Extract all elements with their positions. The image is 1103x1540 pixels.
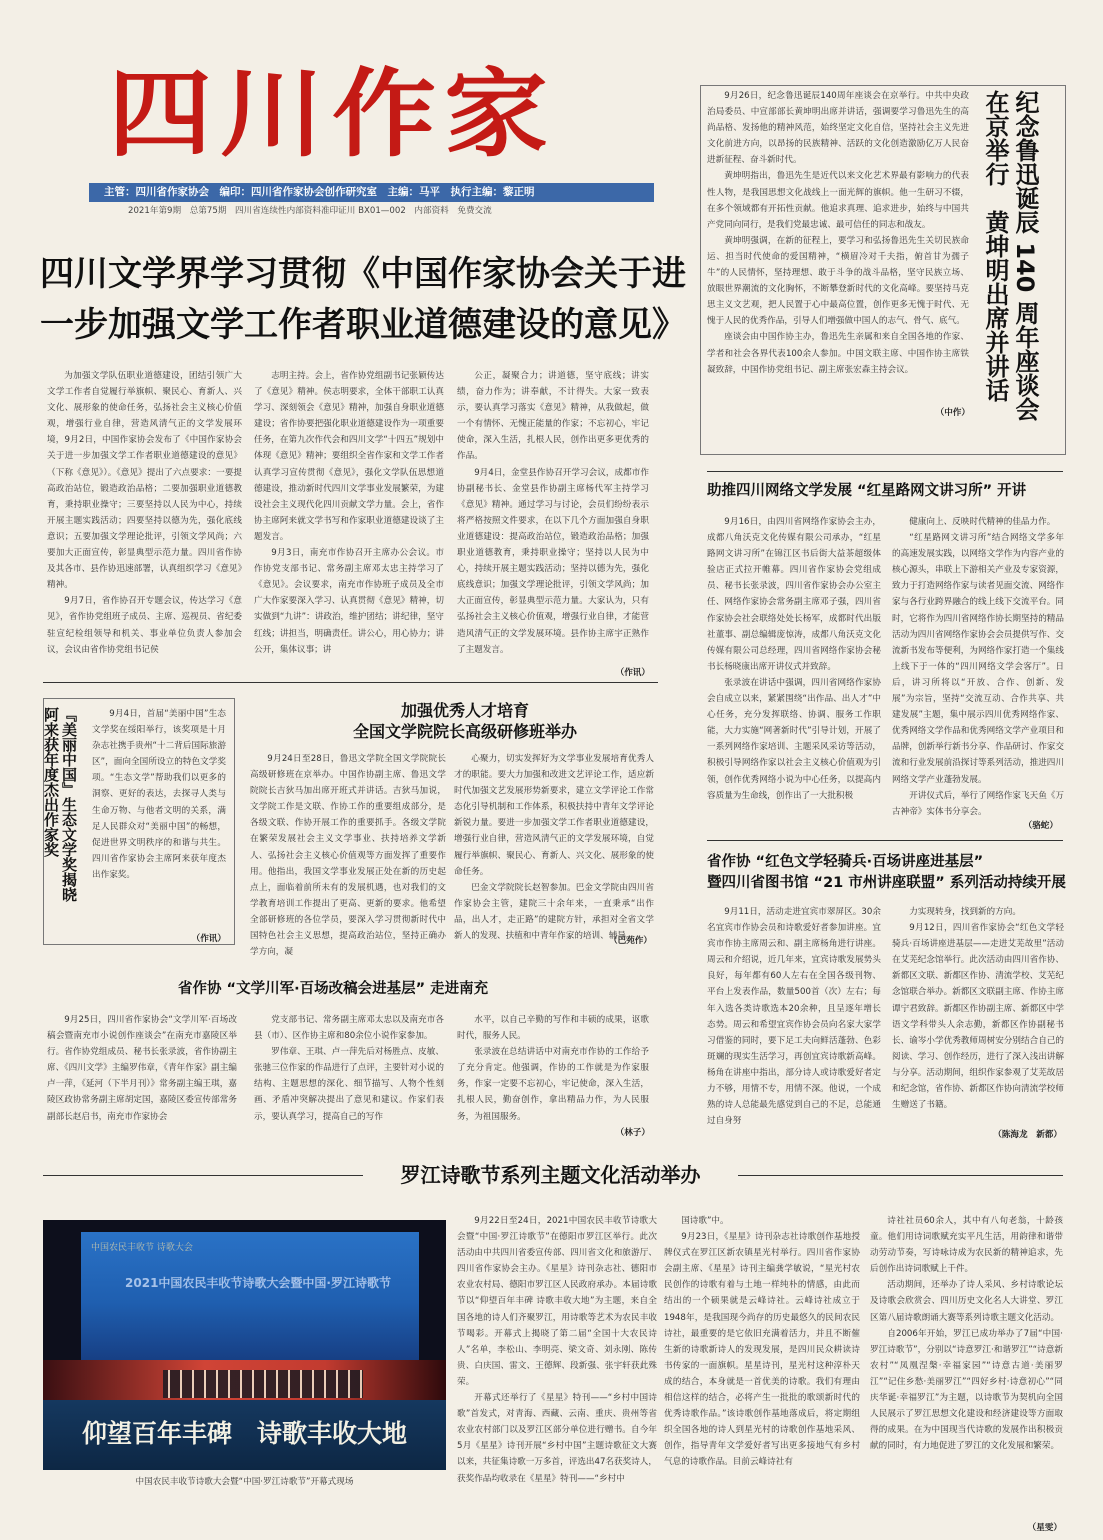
redstar-paragraph: 张录波在讲话中强调，四川省网络作家协会自成立以来，紧紧围绕“出作品、出人才”中心任务，充分发挥联络、协调、服务工作职能，大力实施“网著新时代”引导计划，开展了一系列网络作家培训、主题采风采访等活动，积极引导网络作家以社会主义核心价值观为引领，创作优秀网络小说为中心任务，以提高内容质量为生命线，创作出了一大批积极: [707, 677, 881, 801]
lead-paragraph: 9月7日，省作协召开专题会议，传达学习《意见》，省作协党组班子成员、主席、巡视员、省纪委驻宣纪检组领导和机关、事业单位负责人参加会议，会议由省作协党组书记侯: [47, 596, 242, 655]
talent-paragraph: 心聚力，切实发挥好为文学事业发展培育优秀人才的职能。要大力加强和改进文艺评论工作，适应新时代加强文艺发展形势新要求，建立文学评论工作常态化引导机制和工作体系，积极扶持中青年文学评论新锐力量。要进一步加强文学工作者职业道德建设，增强行业自律，营造风清气正的文学发展环境，自觉履行举旗帜、聚民心、育新人、兴文化、展形象的使命任务。: [454, 754, 654, 877]
lead-title-line2: 一步加强文学工作者职业道德建设的意见》: [40, 305, 686, 345]
divider-luojiang-left: [43, 1175, 363, 1176]
library-paragraph: 力实现转身，找到新的方向。: [909, 907, 1021, 917]
library-byline: （陈海龙 新都）: [993, 1130, 1062, 1140]
redstar-paragraph: 健康向上、反映时代精神的佳品力作。: [909, 517, 1056, 527]
nanchong-col-2: [254, 1012, 444, 1142]
luojiang-paragraph: 自2006年开始，罗江已成功举办了7届“中国·罗江诗歌节”，分别以“诗意罗江·和谐罗江”“诗意新农村”“凤凰涅槃·幸福家园”“诗意古道·美丽罗江”“记住乡愁·美丽罗江”“四好乡村·诗意初心”“同庆华诞·幸福罗江”为主题，以诗歌节为契机向全国人民展示了罗江思想文化建设和经济建设等方面取得的成果。在为中国现当代诗歌的发展作出积极贡献的同时，有力地促进了罗江的文化发展和繁荣。: [870, 1328, 1063, 1452]
library-col-1: [707, 904, 881, 1144]
award-title-col1: 阿来获年度杰出作家奖: [42, 707, 60, 857]
nanchong-paragraph: 9月25日，四川省作家协会“文学川军·百场改稿会暨南充市小说创作座谈会”在南充市嘉陵区举行。省作协党组成员、秘书长张录波，省作协副主席、《四川文学》主编罗伟章，《青年作家》副主编卢一萍，《延河（下半月刊）》常务副主编王琪，嘉陵区政协常务副主席胡定国，嘉陵区委宣传部常务副部长赵启书，南充市作家协会: [47, 1015, 237, 1122]
memorial-paragraph: 9月26日，纪念鲁迅诞辰140周年座谈会在京举行。中共中央政治局委员、中宣部部长黄坤明出席并讲话，强调要学习鲁迅先生的高尚品格、发扬他的精神风范，始终坚定文化自信，坚持社会主义先进文化前进方向，以昂扬的民族精神、活跃的文化创造激励亿万人民奋进新征程、奋斗新时代。: [707, 91, 969, 166]
luojiang-title: 罗江诗歌节系列主题文化活动举办: [400, 1163, 701, 1187]
award-text: [92, 706, 226, 930]
talent-paragraph: 巴金文学院院长赵智参加。巴金文学院由四川省作家协会主管，建院三十余年来，一直秉承“出作品，出人才，走正路”的建院方针，承担对全省文学新人的发现、扶植和中青年作家的培训、辅导。: [454, 882, 654, 942]
talent-title1: 加强优秀人才培育: [400, 701, 529, 720]
nanchong-paragraph: 张录波在总结讲话中对南充市作协的工作给予了充分肯定。他强调，作协的工作就是为作家服务，作家一定要不忘初心，牢记使命，深入生活，扎根人民，勤奋创作，拿出精品力作，为人民服务，为祖国服务。: [457, 1047, 649, 1122]
luojiang-photo-caption: 中国农民丰收节诗歌大会暨“中国·罗江诗歌节”开幕式现场: [135, 1477, 354, 1487]
luojiang-byline: （星雯）: [1027, 1523, 1062, 1533]
memorial-title-col2: 在京举行 黄坤明出席并讲话: [981, 90, 1009, 402]
masthead-logo: [108, 55, 578, 173]
photo-banner-text: 仰望百年丰碑 诗歌丰收大地: [81, 1419, 407, 1448]
redstar-paragraph: 9月16日，由四川省网络作家协会主办，成都八角沃克文化传媒有限公司承办，“红星路网文讲习所”在锦江区书后街大益茶超级体验店正式拉开帷幕。四川省作家协会党组成员、秘书长张录波，四川省作家协会办公室主任、网络作家协会常务副主席邓子强，四川省作家协会社会联络处处长杨军，成都时代出版社董事、副总编辑庞惊涛，成都八角沃克文化传媒有限公司总经理，四川省网络作家协会秘书长杨晓康出席开讲仪式并致辞。: [707, 517, 881, 672]
award-paragraph: 9月4日，首届“美丽中国”生态文学奖在绥阳举行，该奖项是十月杂志社携手贵州“十二背后国际旅游区”，面向全国所设立的特色文学奖项。“生态文学”帮助我们以更多的洞察、更好的表达，去探寻人类与生命万物、与他者文明的关系，满足人民群众对“美丽中国”的畅想，促进世界文明秩序的和谐与共生。四川省作家协会主席阿来获年度杰出作家奖。: [92, 709, 226, 880]
lead-paragraph: 9月3日，南充市作协召开主席办公会议。市作协党支部书记、常务副主席邓太忠主持学习了《意见》。会议要求，南充市作协班子成员及全市广大作家要深入学习、认真贯彻《意见》精神，切实做到“九讲”：讲政治，维护团结；讲纪律，坚守红线；讲担当，明确责任。讲公心，用心协力；讲公开，集体议事；讲: [254, 548, 444, 655]
luojiang-paragraph: 诗社社员60余人，其中有八旬老翁，十龄孩童。他们用诗词歌赋充实平凡生活，用韵律和谐带动劳动节奏，写诗咏诗成为农民新的精神追求，先后创作出诗词歌赋上千件。: [870, 1216, 1063, 1275]
luojiang-paragraph: 开幕式还举行了《星星》特刊——“乡村中国诗歌”首发式，对青海、西藏、云南、重庆、贵州等省农业农村部门以及罗江区部分单位进行赠书。自今年5月《星星》诗刊开展“乡村中国”主题诗歌征文大赛以来，共征集诗歌一万多首，评选出47名获奖诗人，获奖作品均收录在《星星》特刊——“乡村中: [457, 1393, 657, 1484]
redstar-paragraph: 开讲仪式后，举行了网络作家飞天鱼《万古神帝》实体书分享会。: [892, 790, 1064, 817]
nanchong-paragraph: 水平，以自己辛勤的写作和丰硕的成果，讴歌时代，服务人民。: [457, 1015, 649, 1042]
lead-col-3: [457, 368, 649, 662]
lead-title-line1: 四川文学界学习贯彻《中国作家协会关于进: [40, 254, 686, 294]
divider-lead: [43, 682, 658, 683]
luojiang-paragraph: 9月22日至24日，2021中国农民丰收节诗歌大会暨“中国·罗江诗歌节”在德阳市罗江区举行。此次活动由中共四川省委宣传部、四川省文化和旅游厅、四川省作家协会主办。《星星》诗刊杂志社、德阳市农业农村局、德阳市罗江区人民政府承办。本届诗歌节以“仰望百年丰碑 诗歌丰收大地”为主题，来自全国各地的诗人们齐聚罗江，用诗歌等艺术为农民丰收节喝彩。开幕式上揭晓了第二届“全国十大农民诗人”名单，李松山、李明亮、梁文奇、刘永刚、陈传贵、白庆国、雷文、王德辉、段新强、张宇轩获此殊荣。: [457, 1216, 657, 1387]
redstar-col-2: [892, 514, 1064, 834]
luojiang-photo: [43, 1220, 446, 1470]
nanchong-paragraph: 党支部书记、常务副主席邓太忠以及南充市各县（市）、区作协主席和80余位小说作家参加。: [254, 1015, 444, 1042]
lead-paragraph: 公正，凝聚合力；讲道德，坚守底线；讲实绩，奋力作为；讲奉献，不计得失。大家一致表示，要认真学习落实《意见》精神，从我做起，做一个有情怀、无愧正能量的作家；不忘初心，牢记使命，深入生活，扎根人民，创作出更多更优秀的作品。: [457, 371, 649, 462]
library-paragraph: 9月12日，四川省作家协会“红色文学轻骑兵·百场讲座进基层——走进艾芜故里”活动在艾芜纪念馆举行。此次活动由四川省作协、新都区文联、新都区作协、清流学校、艾芜纪念馆联合举办。新都区文联副主席、作协主席谭宁君致辞。新都区作协副主席、新都区中学语文学科带头人余志勤，新都区作协副秘书长、谕岑小学优秀教师周树安分别结合自己的阅读、学习、创作经历，进行了深入浅出讲解与分享。活动期间，组织作家参观了艾芜故居和纪念馆，省作协、新都区作协向清流学校师生赠送了书籍。: [892, 923, 1064, 1111]
lead-paragraph: 9月4日，金堂县作协召开学习会议，成都市作协副秘书长、金堂县作协副主席杨代军主持学习《意见》精神。通过学习与讨论，会员们纷纷表示将严格按照文件要求，在以下几个方面加强自身职业道德建设：提高政治站位，锻造政治品格；加强职业道德教育，秉持职业操守；坚持以人民为中心，持续开展主题实践活动；坚持以德为先，强化底线意识；加强文学理论批评，引领文学风尚；加大正面宣传，彰显典型示范力量。大家认为，只有弘扬社会主义核心价值观，增强行业自律，才能营造风清气正的文学发展环境。县作协主席宇正熟作了主题发言。: [457, 467, 649, 655]
divider-library: [707, 840, 1063, 841]
redstar-title: 助推四川网络文学发展 “红星路网文讲习所” 开讲: [707, 483, 1027, 499]
memorial-paragraph: 黄坤明指出，鲁迅先生是近代以来文化艺术界最有影响力的代表性人物，是我国思想文化战线上一面光辉的旗帜。他一生研习不辍，在多个领域都有开拓性贡献。他追求真理、追求进步，始终与中国共产党同向同行，是我们党最忠诚、最可信任的同志和战友。: [707, 171, 969, 230]
nanchong-byline: （林子）: [615, 1128, 650, 1138]
library-col-2: [892, 904, 1064, 1128]
divider-luojiang-right: [738, 1175, 1063, 1176]
lead-paragraph: 为加强文学队伍职业道德建设，团结引领广大文学工作者自觉履行举旗帜、聚民心、育新人、兴文化、展形象的使命任务，弘扬社会主义核心价值观，增强行业自律，营造风清气正的文学发展环境，9月2日，中国作家协会发布了《中国作家协会关于进一步加强文学工作者职业道德建设的意见》（下称《意见》）。《意见》提出了六点要求：一要提高政治站位，锻造政治品格；二要加强职业道德教育，秉持职业操守；三要坚持以人民为中心，持续开展主题实践活动；四要坚持以德为先，强化底线意识；五要加强文学理论批评，引领文学风尚；六要加大正面宣传，彰显典型示范力量。四川省作协及其各市、县作协迅速部署，认真组织学习《意见》精神。: [47, 371, 242, 591]
memorial-paragraph: 黄坤明强调，在新的征程上，要学习和弘扬鲁迅先生关切民族命运、担当时代使命的爱国精神，“横眉冷对千夫指，俯首甘为孺子牛”的人民情怀，坚持理想、敢于斗争的战斗品格，坚守民族立场、放眼世界潮流的文化胸怀，不断攀登新时代的文化高峰。要坚持马克思主义文艺观，把人民置于心中最高位置，创作更多无愧于时代、无愧于人民的优秀作品，引导人们增强做中国人的志气、骨气、底气。: [707, 235, 969, 327]
memorial-title-col1: 纪念鲁迅诞辰 140 周年座谈会: [1011, 90, 1039, 421]
lead-col-2: [254, 368, 444, 662]
nanchong-col-3: [457, 1012, 649, 1126]
memorial-paragraph: 座谈会由中国作协主办，鲁迅先生亲属和来自全国各地的作家、学者和社会各界代表100余人参加。中国文联主席、中国作协主席铁凝致辞，中国作协党组书记、副主席张宏森主持会议。: [707, 332, 969, 375]
photo-crowd: [163, 1370, 363, 1398]
luojiang-col-2: [664, 1213, 860, 1537]
luojiang-col-3: [870, 1213, 1063, 1521]
lead-col-1: [47, 368, 242, 662]
photo-screen-side: 中国农民丰收节 诗歌大会: [91, 1243, 193, 1253]
redstar-byline: （骆蛇）: [1023, 821, 1058, 831]
memorial-byline: （中作）: [935, 408, 970, 418]
divider-redstar: [707, 471, 1063, 472]
award-byline: （作讯）: [191, 934, 226, 944]
talent-paragraph: 9月24日至28日，鲁迅文学院全国文学院院长高级研修班在京举办。中国作协副主席、鲁迅文学院院长吉狄马加出席开班式并讲话。吉狄马加说，文学院工作是文联、作协工作的重要组成部分，是各级文联、作协开展工作的重要抓手。各级文学院在繁荣发展社会主义文学事业、扶持培养文学新人、弘扬社会主义核心价值观等方面发挥了重要作用。他指出，我国文学事业发展正处在新的历史起点上，面临着前所未有的发展机遇，也对我们的文学教育培训工作提出了更高、更新的要求。他希望全部研修班的各位学员，要深入学习贯彻新时代中国特色社会主义思想，提高政治站位，坚持正确办学方向，凝: [250, 754, 446, 958]
redstar-paragraph: “红星路网文讲习所”结合网络文学多年的高速发展实践，以网络文学作为内容产业的核心源头，串联上下游相关产业及专家资源，致力于打造网络作家与读者见面交流、网络作家与各行业跨界融合的线上线下交流平台。同时，它将作为四川省网络作协长期坚持的精品活动为四川省网络作家协会会员提供写作、交流新书发布等便利，为网络作家打造一个集线上线下于一体的“四川网络文学会客厅”。日后，讲习所将以“开放、合作、创新、发展”为宗旨，坚持“交流互动、合作共享、共建发展”主题，集中展示四川优秀网络作家、优秀网络文学作品和优秀网络文学产业项目和品牌，创新举行新书分享、作品研讨、作家交流和行业发展前沿探讨等系列活动，推进四川网络文学产业蓬勃发展。: [892, 533, 1064, 785]
luojiang-paragraph: 活动期间，还举办了诗人采风、乡村诗歌论坛及诗歌会欣赏会、四川历史文化名人大讲堂、罗江区第八届诗歌朗诵大赛等系列诗歌主题文化活动。: [870, 1280, 1063, 1323]
nanchong-title: 省作协 “文学川军·百场改稿会进基层” 走进南充: [178, 981, 489, 997]
award-title-col2: 『美丽中国』生态文学奖揭晓: [60, 707, 78, 902]
nanchong-col-1: [47, 1012, 237, 1142]
masthead-info: 主管：四川省作家协会 编印：四川省作家协会创作研究室 主编：马平 执行主编：黎正明: [104, 186, 535, 198]
talent-col-1: [250, 751, 446, 958]
redstar-col-1: [707, 514, 881, 834]
luojiang-paragraph: 9月23日，《星星》诗刊杂志社诗歌创作基地授牌仪式在罗江区新农镇星光村举行。四川省作家协会副主席、《星星》诗刊主编龚学敏说，“星光村农民创作的诗歌有着与土地一样纯朴的情感，由此而结出的一个硕果就是云峰诗社。云峰诗社成立于1948年，是我国现今尚存的历史最悠久的民间农民诗社，最重要的是它依旧充满着活力，并且不断催生新的诗歌新诗人的发现发展，是四川民众耕读诗书传家的一面旗帜。星星诗刊，星光村这种淳朴天成的结合，本身就是一首优美的诗歌。我们有理由相信这样的结合，必将产生一批批的歌颂新时代的优秀诗歌作品。”该诗歌创作基地落成后，将定期组织全国各地的诗人到星光村的诗歌创作基地采风、创作，指导青年文学爱好者写出更多接地气有乡村气息的诗歌作品。目前云峰诗社有: [664, 1232, 860, 1468]
photo-screen-text: 2021中国农民丰收节诗歌大会暨中国·罗江诗歌节: [125, 1276, 391, 1290]
luojiang-paragraph: 国诗歌”中。: [681, 1216, 729, 1226]
masthead-issue: 2021年第9期 总第75期 四川省连续性内部资料准印证川 BX01—002 内部资料 免费交流: [128, 206, 492, 216]
memorial-text: [707, 88, 969, 424]
library-title2: 暨四川省图书馆 “21 市州讲座联盟” 系列活动持续开展: [707, 875, 1066, 891]
masthead-title: 四川作家: [108, 56, 557, 171]
library-title1: 省作协 “红色文学轻骑兵·百场讲座进基层”: [707, 854, 984, 870]
talent-byline: （巴苑作）: [609, 936, 652, 946]
luojiang-col-1: [457, 1213, 657, 1537]
nanchong-paragraph: 罗伟章、王琪、卢一萍先后对杨胜点、皮敏、张驰三位作家的作品进行了点评，主要针对小说的结构、主题思想的深化、细节描写、人物个性刻画、矛盾冲突解决提出了意见和建议。作家们表示，要认真学习，提高自己的写作: [254, 1047, 444, 1122]
lead-paragraph: 志明主持。会上，省作协党组副书记张颖传达了《意见》精神。侯志明要求，全体干部职工认真学习、深刻领会《意见》精神，加强自身职业道德建设；省作协要把强化职业道德建设作为一项重要任务，在第九次作代会和四川文学“十四五”规划中体现《意见》精神；要组织全省作家和文学工作者认真学习宣传贯彻《意见》，强化文学队伍思想道德建设，推动新时代四川文学事业发展繁荣，为建设社会主义现代化四川贡献文学力量。会上，省作协主席阿来就文学书写和作家职业道德建设谈了主题发言。: [254, 371, 444, 542]
lead-byline: （作讯）: [615, 668, 650, 678]
library-paragraph: 9月11日，活动走进宜宾市翠屏区。30余名宜宾市作协会员和诗歌爱好者参加讲座。宜宾市作协主席周云和、副主席杨角进行讲座。周云和介绍说，近几年来，宜宾诗歌发展势头良好，每年都有60人左右在全国各级刊物、平台上发表作品，数量500首（次）左右；每年入选各类诗歌选本20余种，且呈逐年增长态势。周云和希望宜宾作协会员向名家大家学习借鉴的同时，要下足工夫向鲜活蓬勃、色彩斑斓的现实生活学习，再创宜宾诗歌新高峰。杨角在讲座中指出，部分诗人或诗歌爱好者定力不够，用情不专，用情不深。他说，一个成熟的诗人总能最先感觉到自己的不足，总能通过自身努: [707, 907, 881, 1127]
talent-title2: 全国文学院院长高级研修班举办: [352, 722, 577, 741]
